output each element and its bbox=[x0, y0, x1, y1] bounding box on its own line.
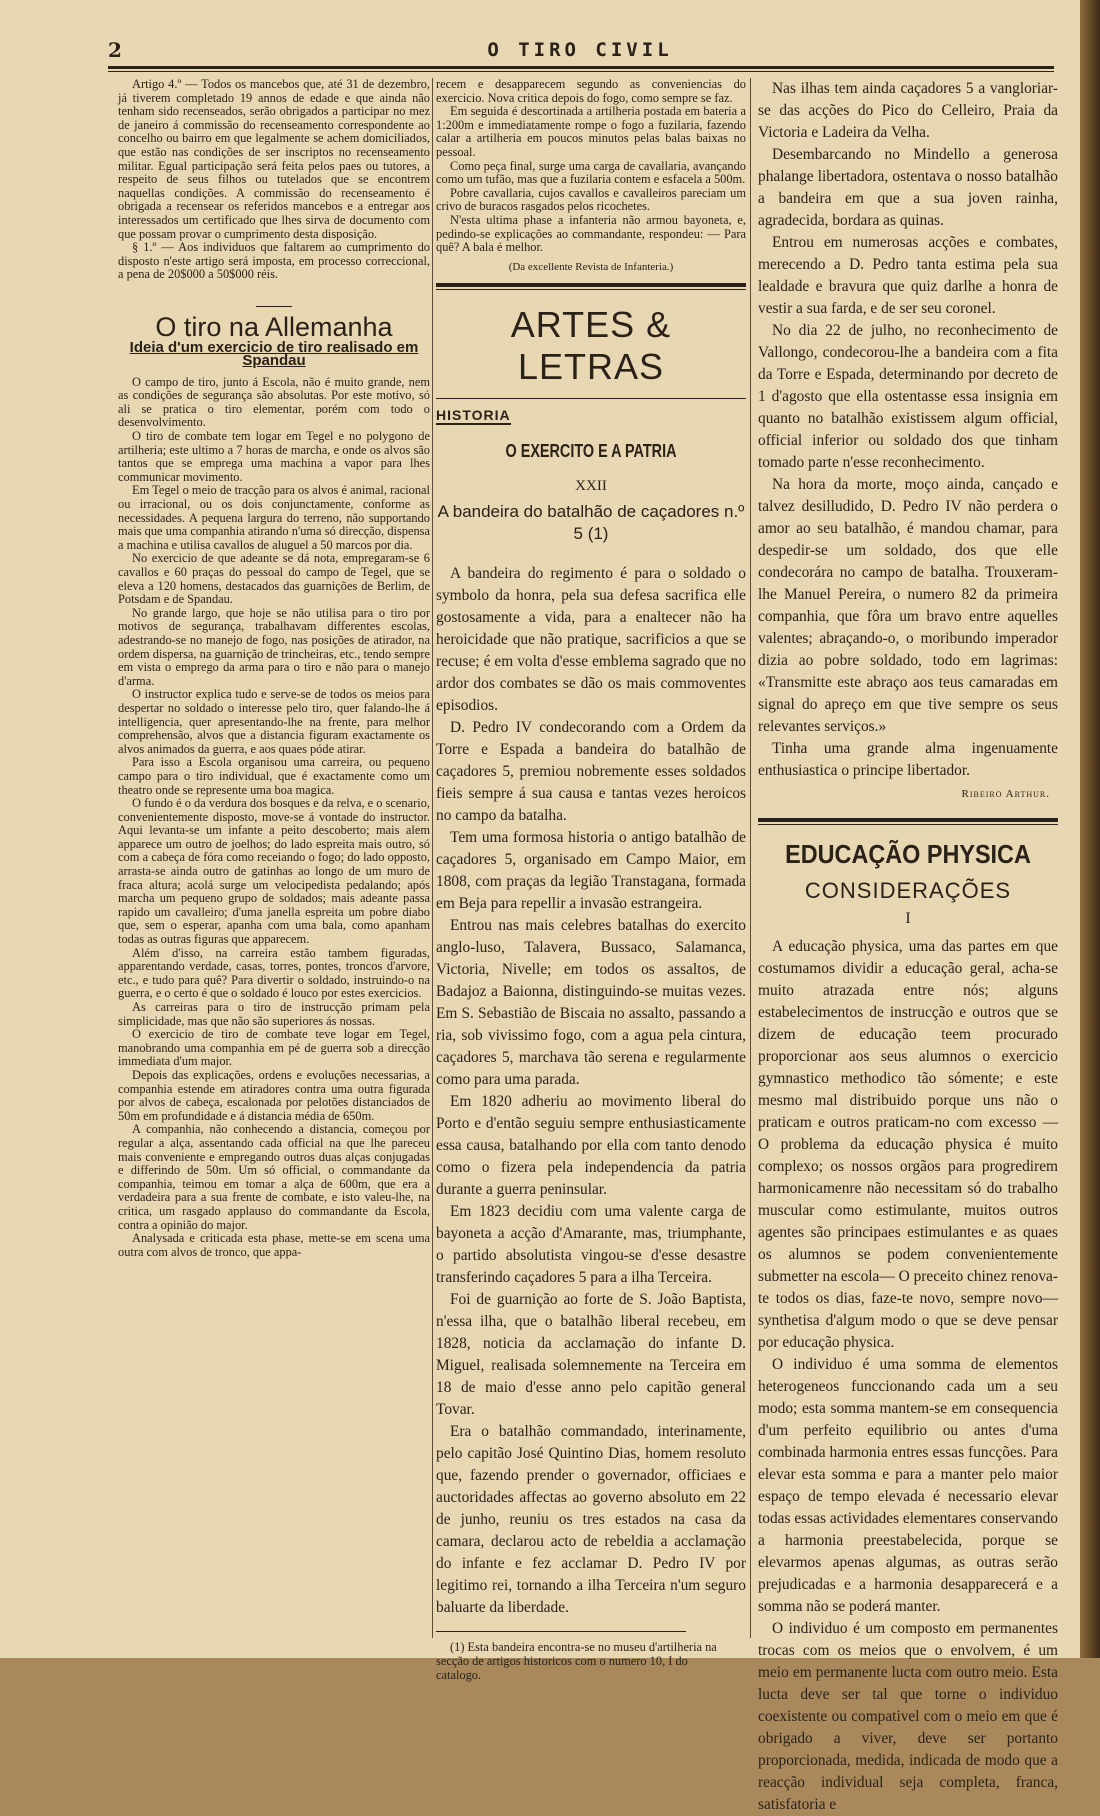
article-paragraph: Como peça final, surge uma carga de cavallaria, avançando como um tufão, mas que a fuzilaria contem e esfacela a 500m. bbox=[436, 158, 746, 187]
article-paragraph: Em 1823 decidiu com uma valente carga de bayoneta a acção d'Amarante, mas, triumphante, o partido absolutista vingou-se d'esse desastre transferindo caçadores 5 para a ilha Terceira. bbox=[436, 1202, 746, 1286]
article-paragraph: § 1.º — Aos individuos que faltarem ao cumprimento do disposto n'este artigo será imposta, em processo correccional, a pena de 20$000 a 50$000 réis. bbox=[118, 240, 430, 282]
article-paragraph: recem e desapparecem segundo as conveniencias do exercicio. Nova critica depois do fogo, como sempre se faz. bbox=[436, 77, 746, 105]
header-rule-thin bbox=[108, 71, 1054, 72]
page-number: 2 bbox=[108, 38, 122, 62]
section-rule bbox=[758, 818, 1058, 822]
article-paragraph: Em Tegel o meio de tracção para os alvos é animal, racional ou irracional, ou os dois conjunctamente, conforme as necessidades. A pequena largura do terreno, não supportando mais que uma companhia atirando n'uma só direcção, dispensa a machina e utilisa cavallos de aluguel a 50 marcos por dia. bbox=[118, 483, 430, 552]
section-title: EDUCAÇÃO PHYSICA bbox=[785, 839, 1031, 869]
article-paragraph: Artigo 4.º — Todos os mancebos que, até 31 de dezembro, já tiverem completado 19 annos de edade e que ainda não tenham sido recenseados, serão obrigados a participar no mez de janeiro á commissão do recenseamento correspondente ao concelho ou bairro em que legalmente se achem domiciliados, que estão nas condições de ser inscriptos no recenseamento militar. Egual participação será feita pelos paes ou tutores, a respeito de seus filhos ou tutelados que se encontrem naquellas condições. A commissão do recenseamento é obrigada a recensear os referidos mancebos e a entregar aos interessados um certificado que lhes sirva de documento com que possam provar o cumprimento desta disposição. bbox=[118, 77, 430, 241]
article-paragraph: N'esta ultima phase a infanteria não armou bayoneta, e, pedindo-se explicações ao commandante, respondeu: — Para quê? A bala é melhor. bbox=[436, 212, 746, 255]
article-paragraph: Depois das explicações, ordens e evoluções necessarias, a companhia estende em atiradores contra uma outra figurada por alvos de cabeça, escalonada por pelotões distanciados de 50m em profundidade e á distancia média de 650m. bbox=[118, 1067, 430, 1123]
article-paragraph: Analysada e criticada esta phase, mette-se em scena uma outra com alvos de tronco, que appa- bbox=[118, 1231, 430, 1259]
article-paragraph: A companhia, não conhecendo a distancia, começou por regular a alça, assentando cada official na que lhe pareceu mais conveniente e empregando outros duas alças conjugadas e differindo de 50m. Um só official, o commandante da companhia, teimou em tomar a alça de 600m, que era a verdadeira para a sua frente de combate, e isto valeu-lhe, na critica, um rasgado applauso do commandante da Escola, contra a opinião do major. bbox=[118, 1122, 430, 1232]
column-1 bbox=[118, 78, 430, 1638]
column-3 bbox=[758, 78, 1059, 1813]
page-header bbox=[100, 36, 1060, 64]
newspaper-title: O TIRO CIVIL bbox=[487, 39, 673, 61]
article-paragraph: O instructor explica tudo e serve-se de todos os meios para despertar no soldado o interesse pelo tiro, quer falando-lhe á intelligencia, quer apresentando-lhe na frente, para melhor comprehensão, alvos que a distancia figuram exactamente os alvos animados da guerra, e aos quaes póde atirar. bbox=[118, 687, 430, 756]
article-paragraph: No dia 22 de julho, no reconhecimento de Vallongo, condecorou-lhe a bandeira com a fita da Torre e Espada, determinando por decreto de 1 d'agosto que ella ostentasse essa insignia em quanto no batalhão existissem algum official, official inferior ou soldado dos que tinham tomado parte n'esse reconhecimento. bbox=[758, 322, 1058, 471]
article-title: O EXERCITO E A PATRIA bbox=[505, 440, 677, 461]
article-paragraph: As carreiras para o tiro de instrucção primam pela simplicidade, mas que não são superiores ás nossas. bbox=[118, 1000, 430, 1028]
separator bbox=[256, 306, 292, 307]
article-paragraph: Além d'isso, na carreira estão tambem figuradas, apparentando verdade, casas, torres, pontes, troncos d'arvore, etc., e tudo para quê? Para divertir o soldado, instruindo-o na guerra, e o certo é que o soldado é louco por estes exercicios. bbox=[118, 945, 430, 1001]
article-paragraph: Em seguida é descortinada a artilheria postada em bateria a 1:200m e immediatamente rompe o fogo a fuzilaria, fazendo calar a artilheria em poucos minutos pelas balas baixas no pessoal. bbox=[436, 104, 746, 159]
article-paragraph: Pobre cavallaria, cujos cavallos e cavalleiros pareciam um crivo de buracos rasgados pelos ricochetes. bbox=[436, 185, 746, 214]
article-paragraph: O individuo é um composto em permanentes trocas com os meios que o envolvem, é um meio em permanente lucta com outro meio. Esta lucta deve ser tal que torne o individuo coexistente ou compativel com o meio em que é obrigado a viver, deve ser portanto proporcionada, medida, indicada de modo que a reacção individual seja completa, franca, satisfatoria e bbox=[758, 1620, 1058, 1813]
article-paragraph: O campo de tiro, junto á Escola, não é muito grande, nem as condições de segurança são absolutas. Por este motivo, só ali se pratica o tiro elementar, porém com todo o desenvolvimento. bbox=[118, 374, 430, 430]
article-source: (Da excellente Revista de Infanteria.) bbox=[508, 260, 674, 273]
article-paragraph: No grande largo, que hoje se não utilisa para o tiro por motivos de segurança, trabalhavam differentes escolas, adestrando-se no manejo de fogo, nas posições de atirador, na ordem dispersa, na guarnição de trincheiras, etc., tendo sempre em vista o emprego da arma para o tiro e não para o manejo d'arma. bbox=[118, 605, 430, 688]
article-paragraph: O tiro de combate tem logar em Tegel e no polygono de artilheria; este ultimo a 7 horas de marcha, e onde os alvos são tantos que se emprega uma machina a vapor para lhes communicar movimento. bbox=[118, 429, 430, 484]
section-rule bbox=[436, 289, 746, 290]
page-edge bbox=[1080, 0, 1100, 1658]
chapter-number: I bbox=[905, 910, 911, 927]
article-paragraph: Era o batalhão commandado, interinamente, pelo capitão José Quintino Dias, homem resoluto que, fazendo prender o governador, officiaes e auctoridades affectas ao governo absoluto em 22 de junho, reuniu os tres estados na casa da camara, declarou acto de rebeldia a acclamação do infante e fez acclamar D. Pedro IV por legitimo rei, tornando a ilha Terceira n'um seguro baluarte da liberdade. bbox=[436, 1422, 746, 1616]
article-subtitle: A bandeira do batalhão de caçadores n.º 5 (1) bbox=[437, 501, 745, 543]
article-paragraph: Em 1820 adheriu ao movimento liberal do Porto e d'então seguiu sempre enthusiasticamente essa causa, batalhando por ella com tanto denodo como o fizera pela independencia da patria durante a guerra peninsular. bbox=[436, 1092, 746, 1198]
rubric-label: HISTORIA bbox=[436, 406, 511, 423]
column-divider bbox=[750, 78, 751, 1638]
article-subtitle: Ideia d'um exercicio de tiro realisado em Spandau bbox=[129, 338, 419, 370]
header-rule bbox=[108, 66, 1054, 69]
section-title: ARTES & LETRAS bbox=[510, 303, 672, 387]
article-paragraph: Nas ilhas tem ainda caçadores 5 a vangloriar-se das acções do Pico do Celleiro, Praia da Victoria e Ladeira da Velha. bbox=[758, 80, 1058, 141]
column-2 bbox=[436, 77, 746, 1682]
article-paragraph: Na hora da morte, moço ainda, cançado e talvez desilludido, D. Pedro IV não perdera o amor ao seu batalhão, é mandou chamar, para despedir-se um soldado, dos que elle condecorára no campo de batalha. Trouxeram-lhe Manuel Pereira, o numero 82 da primeira companhia, que fôra um bravo entre aquelles valentes; abraçando-o, o moribundo imperador dizia ao pobre soldado, todo em lagrimas: «Transmitte este abraço aos teus camaradas em signal do apreço em que tive sempre os seus relevantes serviços.» bbox=[758, 476, 1058, 735]
footnote-text: (1) Esta bandeira encontra-se no museu d'artilheria na secção de artigos historicos com o numero 10, I do catalogo. bbox=[436, 1639, 717, 1682]
article-paragraph: O individuo é uma somma de elementos heterogeneos funccionando cada um a seu modo; esta somma mantem-se em consequencia d'um perfeito equilibrio ou antes d'uma combinada harmonia entres essas funcções. Para elevar esta somma e para a manter pelo maior espaço de tempo elevada é necessario elevar todas essas actividades elementares conservando a harmonia preestabelecida, porque se elevarmos apenas algumas, as outras serão prejudicadas e a harmonia desapparecerá e a somma não se poderá manter. bbox=[758, 1356, 1059, 1615]
article-paragraph: D. Pedro IV condecorando com a Ordem da Torre e Espada a bandeira do batalhão de caçadores 5, premiou nobremente esses soldados fieis sempre á sua causa e tantas vezes heroicos no campo da batalha. bbox=[436, 718, 746, 824]
section-rule bbox=[436, 283, 746, 287]
article-paragraph: Para isso a Escola organisou uma carreira, ou pequeno campo para o tiro individual, que é exactamente como um theatro onde se represente uma boa magica. bbox=[118, 755, 430, 797]
article-title: O tiro na Allemanha bbox=[155, 311, 393, 342]
article-paragraph: Entrou nas mais celebres batalhas do exercito anglo-luso, Talavera, Bussaco, Salamanca, Victoria, Nivelle; em todos os assaltos, de Badajoz a Baionna, distinguindo-se muitas vezes. Em S. Sebastião de Biscaia no assalto, passando a ria, sob vivissimo fogo, com a agua pela cintura, caçadores 5, marchava tão serena e regularmente como para uma parada. bbox=[436, 916, 746, 1088]
article-paragraph: O exercicio de tiro de combate teve logar em Tegel, manobrando uma companhia em pé de guerra sob a direcção immediata d'um major. bbox=[118, 1027, 430, 1069]
section-rule bbox=[758, 824, 1058, 825]
article-paragraph: A educação physica, uma das partes em que costumamos dividir a educação geral, acha-se muito atrazada entre nós; alguns estabelecimentos de instrucção e outros que se dizem de educação teem procurado proporcionar aos seus alumnos o exercicio gymnastico methodico tão sómente; e este mesmo mal distribuido porque uns não o praticam e outros praticam-no com excesso — O problema da educação physica é muito complexo; os nossos orgãos para progredirem harmonicamenre não necessitam só do trabalho muscular como estimulante, muitos outros agentes são principaes estimulantes e as quaes os alumnos se podem convenientemente submetter na escola— O preceito chinez renova-te todos os dias, faze-te novo, sempre novo— synthetisa d'algum modo o que se deve pensar por educação physica. bbox=[758, 938, 1058, 1351]
article-paragraph: Foi de guarnição ao forte de S. João Baptista, n'essa ilha, que o batalhão liberal recebeu, em 1828, noticia da acclamação do infante D. Miguel, realisada solemnemente na Terceira em 18 de maio d'esse anno pelo capitão general Tovar. bbox=[436, 1290, 746, 1418]
article-paragraph: Tem uma formosa historia o antigo batalhão de caçadores 5, organisado em Campo Maior, em 1808, com praças da legião Transtagana, formada em Beja para repellir a invasão estrangeira. bbox=[436, 828, 746, 912]
section-rule bbox=[436, 398, 746, 399]
article-title: CONSIDERAÇÕES bbox=[804, 878, 1012, 903]
article-paragraph: Tinha uma grande alma ingenuamente enthusiastica o principe libertador. bbox=[758, 740, 1058, 779]
article-paragraph: Desembarcando no Mindello a generosa phalange libertadora, ostentava o nosso batalhão a bandeira em que a sua joven rainha, agradecida, bordara as quinas. bbox=[758, 146, 1058, 229]
footnote bbox=[436, 1631, 717, 1682]
author-signature: Ribeiro Arthur. bbox=[961, 788, 1050, 800]
article-paragraph: A bandeira do regimento é para o soldado o symbolo da honra, pela sua defesa sacrifica elle gostosamente a vida, para a enaltecer não ha heroicidade que não pratique, sacrificios a que se recuse; é em volta d'esse emblema sagrado que no ardor dos combates se dão os mais commoventes episodios. bbox=[436, 564, 746, 714]
article-paragraph: Entrou em numerosas acções e combates, merecendo a D. Pedro tanta estima pela sua lealdade e bravura que quiz darlhe a honra de vestir a sua farda, e de ser seu coronel. bbox=[758, 234, 1058, 317]
chapter-number: XXII bbox=[575, 477, 607, 494]
article-paragraph: No exercicio de que adeante se dá nota, empregaram-se 6 cavallos e 60 praças do pessoal do campo de Tegel, que se eleva a 120 homens, destacados das guarnições de Berlim, de Potsdam e de Spandau. bbox=[118, 551, 430, 607]
article-paragraph: O fundo é o da verdura dos bosques e da relva, e o scenario, convenientemente disposto, move-se á vontade do instructor. Aqui levanta-se um infante a peito descoberto; mais alem apparece um outro de joelhos; do lado espreita mais outro, só com a cabeça de fóra como receiando o fogo; do lado opposto, arrasta-se ainda outro de gatinhas ao longo de um muro de fraca altura; acolá surge um velocipedista pedalando; após marcha um pequeno grupo de soldados; mais adeante passa rapido um cavalleiro; d'uma janella espreita um pobre diabo que, sem o esperar, apanha com uma bala, como apanham todas as outras figuras que apparecem. bbox=[118, 796, 430, 947]
column-divider bbox=[432, 78, 433, 1638]
